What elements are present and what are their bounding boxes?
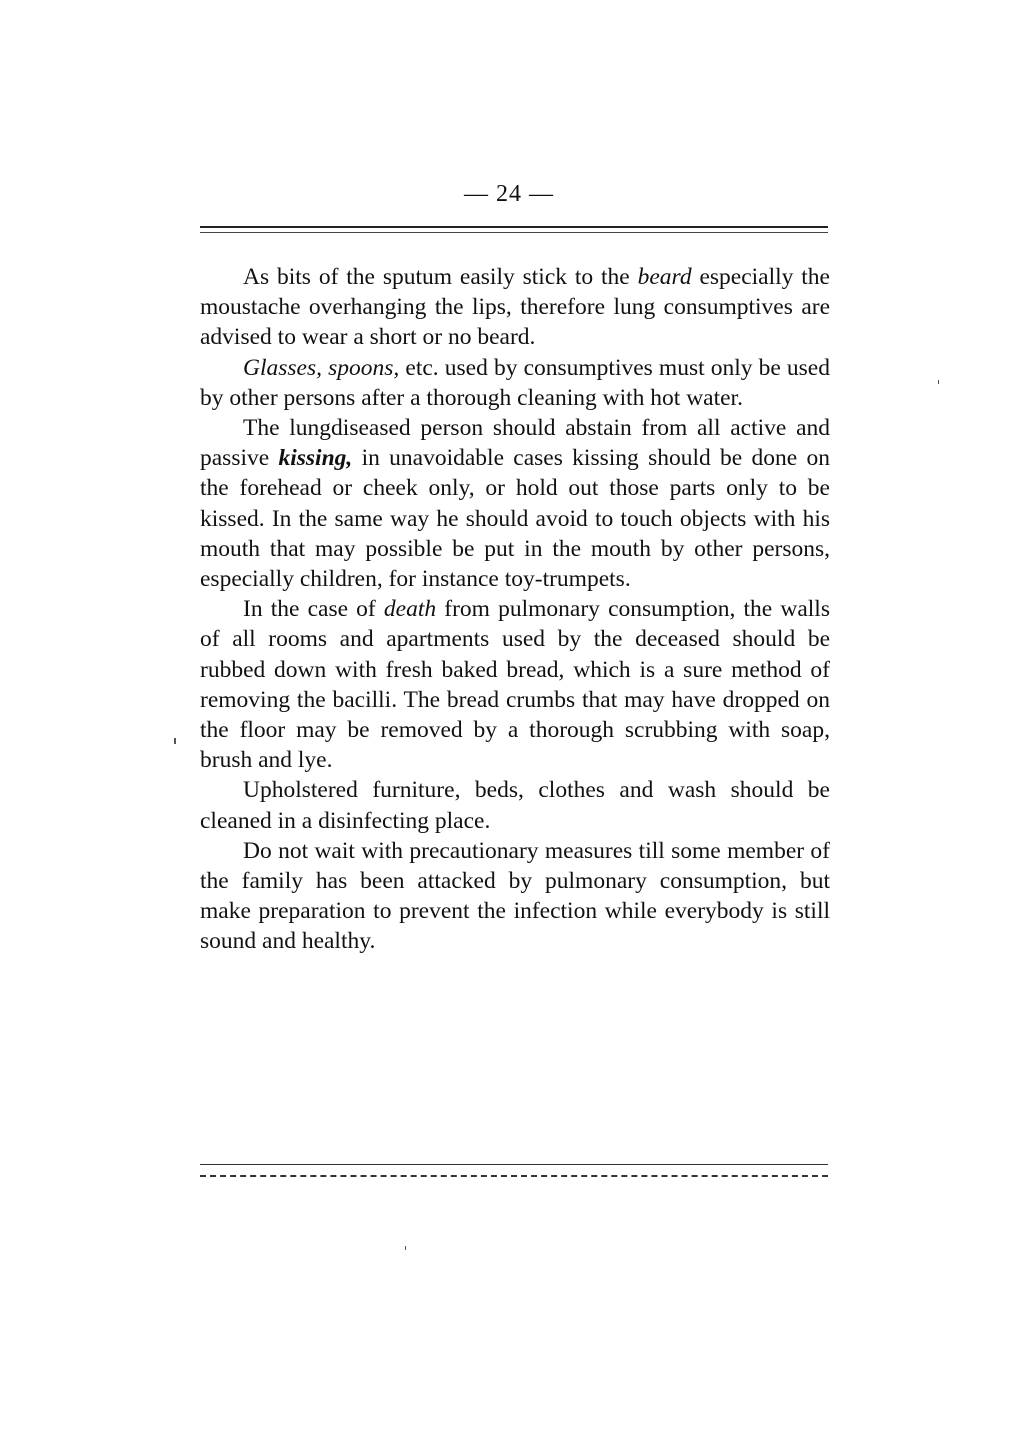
paragraph-text: The lungdiseased person should abstain from all active and passive bbox=[200, 415, 830, 472]
paragraph-kissing bbox=[200, 413, 830, 594]
print-speck bbox=[174, 738, 176, 744]
emphasis-glasses-spoons: Glasses, spoons, bbox=[243, 354, 400, 381]
paragraph-upholstered: Upholstered furniture, beds, clothes and wash should be cleaned in a disinfecting place. bbox=[200, 777, 830, 834]
paragraph-text: especially the moustache overhanging the lips, therefore lung consumptives are advised to wear a short or no beard. bbox=[200, 264, 830, 351]
body-text bbox=[200, 262, 830, 957]
paragraph-death bbox=[200, 594, 830, 775]
bottom-rule bbox=[200, 1164, 828, 1165]
page-number: — 24 — bbox=[464, 181, 554, 207]
paragraph-glasses bbox=[200, 353, 830, 413]
print-speck bbox=[405, 1246, 406, 1250]
bottom-rule-dashed bbox=[200, 1175, 828, 1177]
paragraph-text: from pulmonary consumption, the walls of all rooms and apartments used by the deceased should be rubbed down with fresh baked bread, which is a sure method of removing the bacilli. The bread crumbs that may have dropped on the floor may be removed by a thorough scrubbing with soap, brush and lye. bbox=[200, 596, 830, 774]
emphasis-death: death bbox=[383, 596, 437, 623]
emphasis-beard: beard bbox=[637, 264, 692, 290]
paragraph-precaution: Do not wait with precautionary measures till some member of the family has been attacked by pulmonary consumption, but make preparation to prevent the infection while everybody is still sound and healthy. bbox=[200, 837, 830, 955]
top-rule-secondary bbox=[200, 232, 828, 233]
paragraph-text: etc. used by consumptives must only be used by other persons after a thorough cleaning with hot water. bbox=[200, 354, 830, 411]
print-speck bbox=[938, 380, 939, 384]
paragraph-text: In the case of bbox=[243, 596, 384, 623]
paragraph-text: As bits of the sputum easily stick to the bbox=[243, 264, 638, 290]
paragraph-text: in unavoidable cases kissing should be done on the forehead or cheek only, or hold out those parts only to be kissed. In the same way he should avoid to touch objects with his mouth that may possible be put in the mouth by other persons, especially children, for instance toy-trumpets. bbox=[200, 445, 830, 593]
paragraph-beard bbox=[200, 262, 830, 353]
top-rule bbox=[200, 226, 828, 228]
emphasis-kissing: kissing, bbox=[278, 445, 353, 472]
